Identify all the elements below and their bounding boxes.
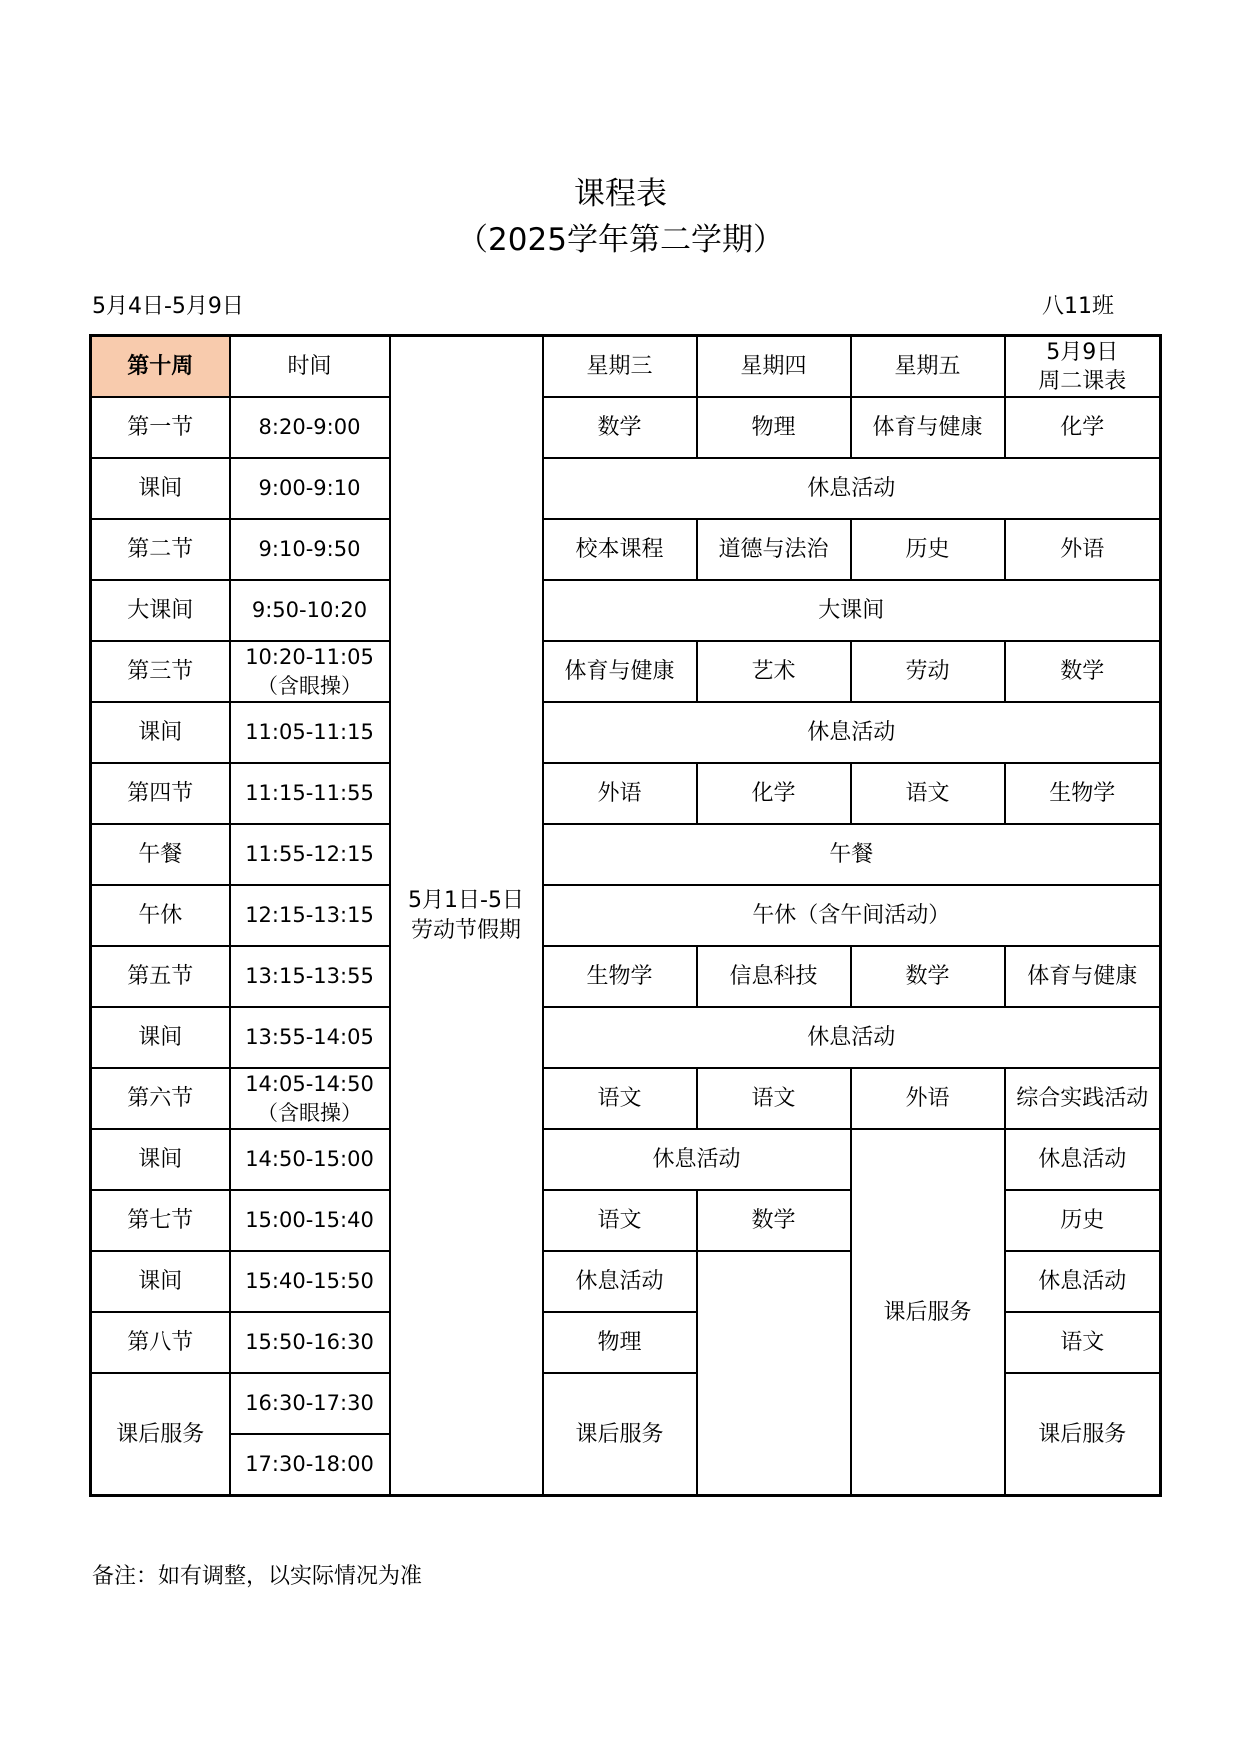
period-name: 午餐	[91, 824, 230, 885]
table-row	[91, 885, 1161, 946]
table-row	[91, 641, 1161, 702]
period-name: 课间	[91, 1007, 230, 1068]
course-cell: 化学	[697, 763, 851, 824]
page-title: 课程表	[574, 176, 667, 212]
period-time: 8:20-9:00	[230, 397, 390, 458]
period-name: 课间	[91, 1129, 230, 1190]
break-cell: 休息活动	[543, 702, 1161, 763]
period-time-cell	[230, 641, 390, 702]
period-name: 第六节	[91, 1068, 230, 1129]
course-cell: 数学	[851, 946, 1005, 1007]
break-cell: 休息活动	[543, 1129, 851, 1190]
course-cell: 休息活动	[1005, 1251, 1161, 1312]
period-time: 9:00-9:10	[230, 458, 390, 519]
class-name: 八11班	[1042, 294, 1114, 319]
course-cell: 语文	[851, 763, 1005, 824]
period-time: 14:50-15:00	[230, 1129, 390, 1190]
course-cell: 艺术	[697, 641, 851, 702]
course-cell: 校本课程	[543, 519, 697, 580]
schedule-table	[89, 334, 1162, 1497]
course-cell: 语文	[543, 1068, 697, 1129]
period-time: 14:05-14:50	[245, 1071, 374, 1096]
table-row	[91, 1068, 1161, 1129]
course-cell: 休息活动	[543, 1251, 697, 1312]
table-row	[91, 397, 1161, 458]
period-time-cell	[230, 1068, 390, 1129]
course-cell: 语文	[1005, 1312, 1161, 1373]
period-time: 11:15-11:55	[230, 763, 390, 824]
period-name: 第一节	[91, 397, 230, 458]
week-label: 第十周	[91, 336, 230, 398]
course-cell: 外语	[543, 763, 697, 824]
period-time: 9:50-10:20	[230, 580, 390, 641]
after-school-cell: 课后服务	[851, 1129, 1005, 1496]
course-cell: 物理	[697, 397, 851, 458]
day-header: 星期四	[697, 336, 851, 398]
holiday-label: 劳动节假期	[410, 917, 521, 943]
period-time: 11:55-12:15	[230, 824, 390, 885]
period-name: 课间	[91, 1251, 230, 1312]
course-cell: 外语	[851, 1068, 1005, 1129]
course-cell: 语文	[543, 1190, 697, 1251]
day-header: 星期五	[851, 336, 1005, 398]
course-cell: 语文	[697, 1068, 851, 1129]
special-day-header	[1005, 336, 1161, 398]
period-time: 10:20-11:05	[245, 644, 374, 669]
footer-note: 备注：如有调整，以实际情况为准	[92, 1564, 423, 1589]
course-cell: 体育与健康	[851, 397, 1005, 458]
course-cell: 道德与法治	[697, 519, 851, 580]
break-cell: 休息活动	[543, 458, 1161, 519]
special-day-note: 周二课表	[1038, 368, 1127, 394]
period-name: 课后服务	[91, 1373, 230, 1496]
holiday-cell	[390, 336, 543, 1496]
table-row	[91, 519, 1161, 580]
holiday-dates: 5月1日-5日	[408, 887, 524, 913]
period-time: 9:10-9:50	[230, 519, 390, 580]
period-name: 课间	[91, 702, 230, 763]
period-name: 课间	[91, 458, 230, 519]
course-cell: 历史	[851, 519, 1005, 580]
period-time: 15:40-15:50	[230, 1251, 390, 1312]
page-subtitle: （2025学年第二学期）	[457, 222, 784, 258]
period-name: 大课间	[91, 580, 230, 641]
period-time: 16:30-17:30	[230, 1373, 390, 1434]
period-time: 15:00-15:40	[230, 1190, 390, 1251]
break-cell: 午休（含午间活动）	[543, 885, 1161, 946]
period-time: 13:15-13:55	[230, 946, 390, 1007]
period-name: 第七节	[91, 1190, 230, 1251]
table-row	[91, 946, 1161, 1007]
course-cell: 数学	[543, 397, 697, 458]
table-row	[91, 458, 1161, 519]
course-cell: 外语	[1005, 519, 1161, 580]
course-cell: 休息活动	[1005, 1129, 1161, 1190]
date-range: 5月4日-5月9日	[92, 294, 244, 319]
course-cell: 历史	[1005, 1190, 1161, 1251]
course-cell: 化学	[1005, 397, 1161, 458]
period-time-note: （含眼操）	[257, 673, 362, 698]
course-cell: 数学	[1005, 641, 1161, 702]
course-cell: 生物学	[543, 946, 697, 1007]
course-cell: 体育与健康	[543, 641, 697, 702]
course-cell: 物理	[543, 1312, 697, 1373]
course-cell: 课后服务	[543, 1373, 697, 1496]
table-row	[91, 763, 1161, 824]
course-cell: 劳动	[851, 641, 1005, 702]
period-time-note: （含眼操）	[257, 1100, 362, 1125]
table-row	[91, 702, 1161, 763]
special-day-date: 5月9日	[1046, 339, 1119, 365]
period-name: 第五节	[91, 946, 230, 1007]
period-time: 17:30-18:00	[230, 1434, 390, 1496]
period-name: 第八节	[91, 1312, 230, 1373]
course-cell: 体育与健康	[1005, 946, 1161, 1007]
header-row	[91, 336, 1161, 398]
period-time: 12:15-13:15	[230, 885, 390, 946]
table-row	[91, 1007, 1161, 1068]
empty-cell	[697, 1251, 851, 1496]
table-row	[91, 580, 1161, 641]
break-cell: 休息活动	[543, 1007, 1161, 1068]
table-row	[91, 824, 1161, 885]
course-cell: 信息科技	[697, 946, 851, 1007]
course-cell: 生物学	[1005, 763, 1161, 824]
time-header: 时间	[230, 336, 390, 398]
period-time: 11:05-11:15	[230, 702, 390, 763]
course-cell: 数学	[697, 1190, 851, 1251]
period-name: 第二节	[91, 519, 230, 580]
break-cell: 午餐	[543, 824, 1161, 885]
day-header: 星期三	[543, 336, 697, 398]
course-cell: 课后服务	[1005, 1373, 1161, 1496]
table-row	[91, 1129, 1161, 1190]
period-name: 午休	[91, 885, 230, 946]
course-cell: 综合实践活动	[1005, 1068, 1161, 1129]
break-cell: 大课间	[543, 580, 1161, 641]
period-name: 第三节	[91, 641, 230, 702]
period-time: 13:55-14:05	[230, 1007, 390, 1068]
period-time: 15:50-16:30	[230, 1312, 390, 1373]
period-name: 第四节	[91, 763, 230, 824]
